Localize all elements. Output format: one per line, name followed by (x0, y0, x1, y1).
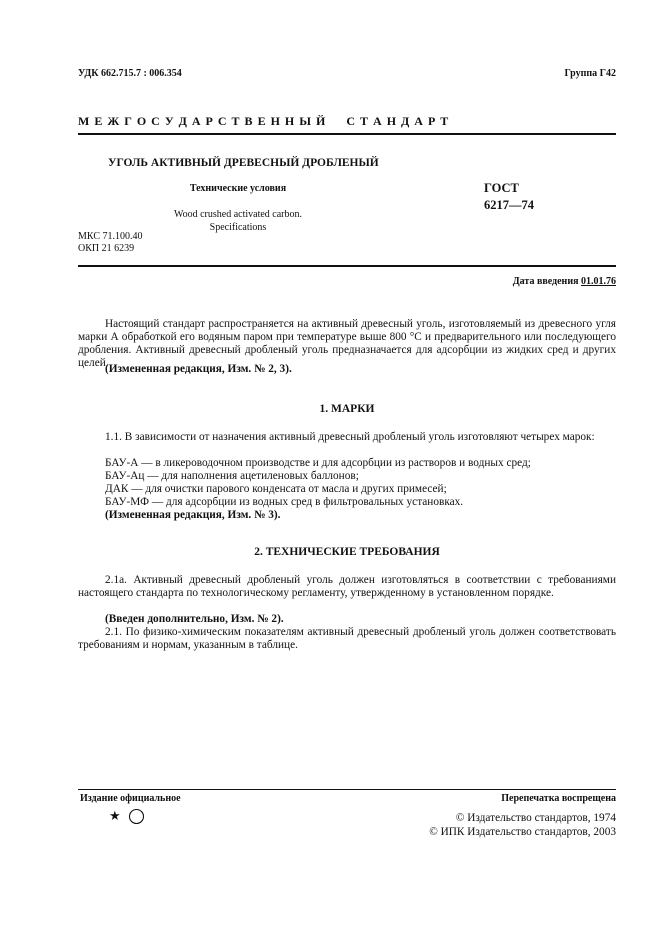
introduction-date-label: Дата введения (512, 276, 579, 287)
section2-heading: 2. ТЕХНИЧЕСКИЕ ТРЕБОВАНИЯ (254, 546, 440, 558)
gost-designation (484, 180, 534, 214)
english-title-line1: Wood crushed activated carbon. (173, 209, 303, 220)
title-rule (78, 265, 616, 267)
circle-mark-icon (128, 808, 145, 830)
circle-mark-svg (128, 808, 145, 825)
gost-number: 6217—74 (484, 198, 534, 212)
group-code: Группа Г42 (564, 68, 616, 79)
grade-item-dak: ДАК — для очистки парового конденсата от масла и других примесей; (105, 483, 447, 496)
english-title-line2: Specifications (209, 221, 267, 233)
grade-item-bau-a: БАУ-А — в ликероводочном производстве и для адсорбции из растворов и водных сред; (105, 457, 531, 469)
introduction-date-value: 01.01.76 (581, 276, 616, 287)
section1-amendment-note: (Измененная редакция, Изм. № 3). (105, 509, 281, 521)
reprint-prohibited-label: Перепечатка воспрещена (501, 793, 616, 804)
copyright-block (429, 812, 616, 839)
section1-heading: 1. МАРКИ (319, 403, 375, 415)
grade-list (105, 457, 616, 509)
grade-item-bau-ac: БАУ-Ац — для наполнения ацетиленовых баллонов; (105, 470, 359, 483)
footer-rule (78, 789, 616, 790)
mks-code: МКС 71.100.40 (78, 231, 143, 242)
section2-paragraph-2-1a: 2.1а. Активный древесный дробленый уголь должен изготовляться в соответствии с требованиями настоящего стандарта по технологическому регламенту, утвержденному в установленном порядке. (78, 574, 616, 600)
copyright-2003: © ИПК Издательство стандартов, 2003 (429, 825, 616, 838)
header-rule (78, 133, 616, 135)
official-edition-label: Издание официальное (80, 793, 181, 804)
copyright-1974: © Издательство стандартов, 1974 (455, 812, 616, 824)
star-icon: ★ (109, 808, 121, 823)
document-title: УГОЛЬ АКТИВНЫЙ ДРЕВЕСНЫЙ ДРОБЛЕНЫЙ (108, 157, 379, 169)
intro-amendment-note: (Измененная редакция, Изм. № 2, 3). (105, 363, 292, 375)
section2-paragraph-2-1: 2.1. По физико-химическим показателям активный древесный дробленый уголь должен соответствовать требованиям и нормам, указанным в таблице. (78, 626, 616, 652)
english-title (168, 209, 308, 234)
intro-paragraph: Настоящий стандарт распространяется на активный древесный уголь, изготовляемый из древесного угля марки А обработкой его водяным паром при температуре выше 800 °С и предварительного или последующего дробления. Активный древесный дробленый уголь предназначается для адсорбции из жидких сред и других целей. (78, 318, 616, 370)
udk-code: УДК 662.715.7 : 006.354 (78, 68, 182, 79)
gost-label: ГОСТ (484, 181, 519, 195)
section1-paragraph: 1.1. В зависимости от назначения активный древесный дробленый уголь изготовляют четырех марок: (105, 431, 595, 443)
classification-codes (78, 231, 142, 255)
section2-amendment-note: (Введен дополнительно, Изм. № 2). (105, 613, 284, 625)
grade-item-bau-mf: БАУ-МФ — для адсорбции из водных сред в фильтровальных установках. (105, 496, 464, 509)
okp-code: ОКП 21 6239 (78, 243, 135, 254)
interstate-standard-banner: М Е Ж Г О С У Д А Р С Т В Е Н Н Ы Й С Т А Н Д А Р Т (78, 114, 450, 128)
document-subtitle: Технические условия (189, 183, 287, 194)
introduction-date (513, 276, 616, 287)
